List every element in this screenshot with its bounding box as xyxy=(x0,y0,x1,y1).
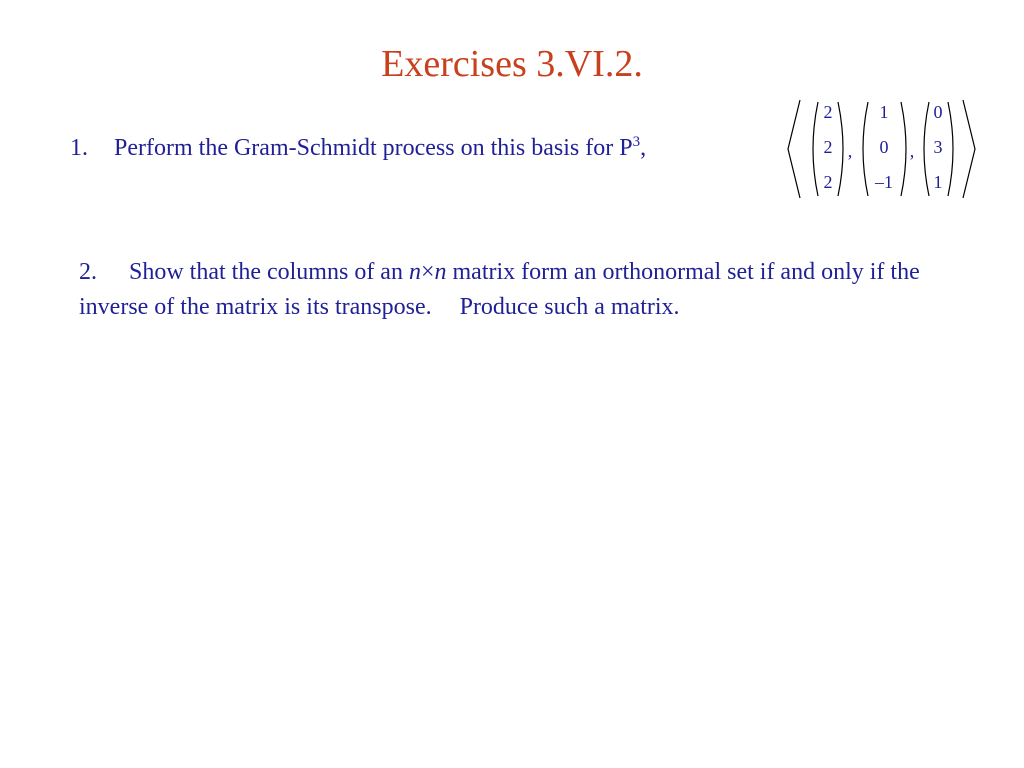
vector-2-left-paren xyxy=(863,102,868,196)
vector-2-entry-3: –1 xyxy=(875,172,893,192)
exercise-2 xyxy=(79,255,959,325)
vector-3-entry-1: 0 xyxy=(933,102,943,122)
exercise-1-trailing-comma: , xyxy=(640,135,647,161)
vector-3-entry-3: 1 xyxy=(933,172,943,192)
exercise-2-times: × xyxy=(420,259,435,285)
right-angle-bracket xyxy=(963,100,975,198)
exercise-1-text: Perform the Gram-Schmidt process on this basis for P xyxy=(114,135,633,161)
exercise-2-n2: n xyxy=(434,259,447,285)
vector-1-right-paren xyxy=(838,102,843,196)
vector-1-entry-2: 2 xyxy=(823,137,833,157)
vector-1-entry-3: 2 xyxy=(823,172,833,192)
exercise-2-text-after: matrix form an orthonormal set if and only if the inverse of the matrix is its transpose. xyxy=(79,259,920,320)
vector-separator-1: , xyxy=(847,141,853,161)
left-angle-bracket xyxy=(788,100,800,198)
vector-3-right-paren xyxy=(948,102,953,196)
exercise-2-text-before: Show that the columns of an xyxy=(129,259,409,285)
exercise-1-superscript: 3 xyxy=(632,134,641,150)
exercise-1-number: 1. xyxy=(70,135,88,161)
exercise-2-n1: n xyxy=(408,259,421,285)
vector-2-right-paren xyxy=(901,102,906,196)
basis-vectors xyxy=(780,94,980,204)
exercise-2-text-final: Produce such a matrix. xyxy=(459,294,680,320)
vector-2-entry-2: 0 xyxy=(879,137,889,157)
vector-2-entry-1: 1 xyxy=(879,102,889,122)
vector-1-left-paren xyxy=(813,102,818,196)
vector-3-left-paren xyxy=(924,102,929,196)
vector-separator-2: , xyxy=(909,141,915,161)
exercise-1 xyxy=(70,134,646,163)
exercise-2-number: 2. xyxy=(79,259,97,285)
page-title: Exercises 3.VI.2. xyxy=(381,43,643,85)
vector-3-entry-2: 3 xyxy=(933,137,943,157)
vector-1-entry-1: 2 xyxy=(823,102,833,122)
